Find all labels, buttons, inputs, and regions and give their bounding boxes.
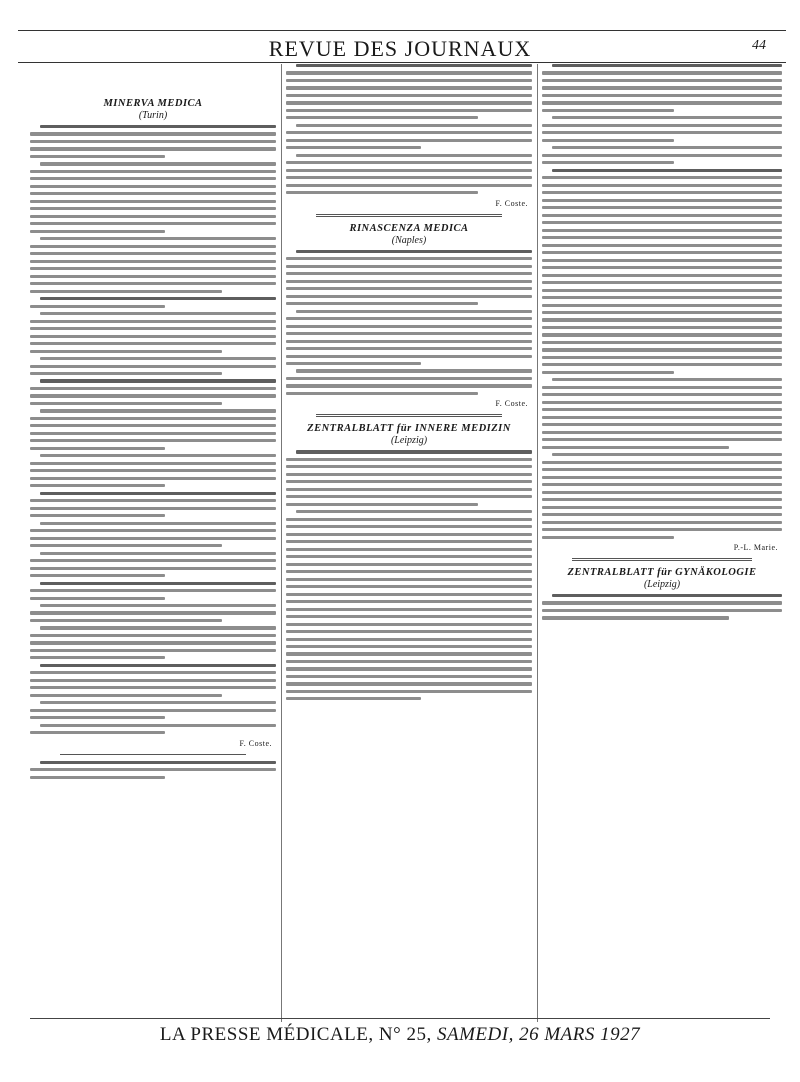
text-line: [542, 139, 674, 142]
text-line: [286, 377, 532, 380]
text-line: [542, 476, 782, 479]
paragraph: [30, 312, 276, 353]
text-line: [30, 776, 165, 779]
text-line: [286, 191, 478, 194]
text-line: [542, 101, 782, 104]
paragraph: [542, 378, 782, 448]
footer-date: SAMEDI, 26 MARS 1927: [436, 1024, 641, 1045]
text-line: [542, 318, 782, 321]
paragraph: [286, 64, 532, 119]
text-line: [542, 609, 782, 612]
text-line: [286, 71, 532, 74]
paragraph: [286, 310, 532, 365]
text-line: [542, 401, 782, 404]
text-line: [30, 350, 222, 353]
text-line: [542, 229, 782, 232]
text-line: [296, 154, 532, 157]
text-line: [286, 660, 532, 663]
text-line: [286, 682, 532, 685]
text-line: [30, 574, 165, 577]
text-line: [30, 402, 222, 405]
text-line: [552, 64, 782, 67]
text-line: [542, 356, 782, 359]
text-line: [30, 462, 276, 465]
text-line: [40, 312, 276, 315]
text-line: [286, 503, 478, 506]
text-line: [286, 488, 532, 491]
text-line: [542, 341, 782, 344]
text-line: [286, 287, 532, 290]
text-line: [30, 170, 276, 173]
text-line: [542, 191, 782, 194]
section-city-leipzig: (Leipzig): [390, 435, 428, 447]
text-line: [286, 548, 532, 551]
article-body-einaudi: [30, 761, 276, 779]
text-line: [286, 94, 532, 97]
column-divider-2: [537, 64, 538, 1022]
text-line: [286, 332, 532, 335]
text-line: [286, 480, 532, 483]
paragraph: [542, 594, 782, 620]
text-line: [40, 409, 276, 412]
paragraph: [30, 409, 276, 450]
text-line: [40, 522, 276, 525]
text-line: [40, 357, 276, 360]
text-line: [542, 289, 782, 292]
text-line: [30, 342, 276, 345]
text-line: [40, 701, 276, 704]
paragraph: [30, 162, 276, 232]
text-line: [30, 305, 165, 308]
text-line: [542, 528, 782, 531]
text-line: [542, 199, 782, 202]
text-line: [40, 297, 276, 300]
text-line: [286, 593, 532, 596]
text-line: [542, 274, 782, 277]
text-line: [30, 320, 276, 323]
paragraph: [30, 664, 276, 697]
text-line: [542, 131, 782, 134]
text-line: [286, 161, 532, 164]
text-line: [542, 86, 782, 89]
text-line: [542, 244, 782, 247]
text-line: [286, 473, 532, 476]
text-line: [40, 492, 276, 495]
text-line: [30, 768, 276, 771]
text-line: [40, 604, 276, 607]
text-line: [542, 251, 782, 254]
paragraph: [30, 357, 276, 375]
paragraph: [286, 369, 532, 395]
paragraph: [30, 297, 276, 308]
text-line: [30, 200, 276, 203]
section-separator: [316, 214, 502, 217]
text-line: [40, 761, 276, 764]
article-signature: P.-L. Marie.: [733, 543, 778, 552]
text-line: [296, 450, 532, 453]
text-line: [30, 484, 165, 487]
text-line: [30, 252, 276, 255]
text-line: [286, 257, 532, 260]
paragraph: [30, 522, 276, 548]
text-line: [40, 237, 276, 240]
text-line: [542, 468, 782, 471]
text-line: [286, 176, 532, 179]
text-line: [286, 623, 532, 626]
article-signature: F. Coste.: [495, 399, 528, 409]
text-line: [542, 206, 782, 209]
text-line: [40, 582, 276, 585]
text-line: [552, 378, 782, 381]
article-body-continued: [286, 64, 532, 194]
text-line: [30, 514, 165, 517]
text-line: [30, 424, 276, 427]
text-line: [30, 177, 276, 180]
text-line: [40, 162, 276, 165]
section-city-turin: (Turin): [138, 110, 168, 121]
text-line: [30, 656, 165, 659]
column-3: [542, 64, 782, 1022]
text-line: [542, 71, 782, 74]
text-line: [286, 340, 532, 343]
text-line: [542, 311, 782, 314]
text-line: [286, 295, 532, 298]
text-line: [286, 563, 532, 566]
article-body-nephrites: [542, 64, 782, 539]
text-line: [30, 245, 276, 248]
text-line: [30, 544, 222, 547]
paragraph: [542, 146, 782, 164]
text-line: [30, 589, 276, 592]
paragraph: [542, 116, 782, 142]
text-line: [542, 184, 782, 187]
section-separator: [60, 754, 246, 755]
text-line: [286, 697, 421, 700]
text-line: [542, 521, 782, 524]
paragraph: [542, 169, 782, 374]
text-line: [542, 408, 782, 411]
text-line: [30, 477, 276, 480]
text-line: [286, 184, 532, 187]
page-footer: [0, 1024, 800, 1046]
text-line: [286, 109, 532, 112]
text-line: [542, 236, 782, 239]
text-line: [30, 327, 276, 330]
text-line: [296, 64, 532, 67]
paragraph: [542, 453, 782, 538]
text-line: [286, 525, 532, 528]
text-line: [286, 615, 532, 618]
paragraph: [286, 450, 532, 505]
text-line: [286, 146, 421, 149]
text-line: [286, 169, 532, 172]
article-body-minerva: [30, 125, 276, 734]
text-line: [286, 272, 532, 275]
paragraph: [30, 724, 276, 735]
text-line: [30, 686, 276, 689]
text-line: [286, 578, 532, 581]
text-line: [30, 185, 276, 188]
text-line: [286, 465, 532, 468]
section-separator: [316, 414, 502, 417]
text-line: [542, 423, 782, 426]
paragraph: [542, 64, 782, 112]
text-line: [40, 626, 276, 629]
text-line: [30, 417, 276, 420]
text-line: [296, 124, 532, 127]
header-bottom-rule: [18, 62, 786, 63]
text-line: [542, 333, 782, 336]
section-city-leipzig: (Leipzig): [643, 579, 681, 590]
text-line: [286, 355, 532, 358]
text-line: [30, 641, 276, 644]
text-line: [286, 495, 532, 498]
article-body-tattoni: [286, 250, 532, 395]
text-line: [286, 518, 532, 521]
paragraph: [30, 761, 276, 779]
text-line: [40, 379, 276, 382]
text-line: [30, 469, 276, 472]
text-line: [542, 363, 782, 366]
text-line: [542, 296, 782, 299]
text-line: [542, 483, 782, 486]
text-line: [542, 431, 782, 434]
text-line: [30, 132, 276, 135]
article-body-kappis: [286, 450, 532, 700]
text-line: [30, 597, 165, 600]
text-line: [286, 86, 532, 89]
page-number: 44: [752, 38, 766, 53]
text-line: [552, 116, 782, 119]
text-line: [542, 371, 674, 374]
text-line: [30, 439, 276, 442]
text-line: [542, 281, 782, 284]
article-body-unterberger: [542, 594, 782, 620]
text-line: [286, 79, 532, 82]
text-line: [30, 387, 276, 390]
text-line: [30, 447, 165, 450]
paragraph: [286, 124, 532, 150]
text-line: [30, 731, 165, 734]
text-line: [542, 491, 782, 494]
text-line: [30, 140, 276, 143]
text-line: [286, 533, 532, 536]
text-line: [30, 537, 276, 540]
text-line: [286, 645, 532, 648]
text-line: [30, 499, 276, 502]
text-line: [286, 347, 532, 350]
text-line: [542, 461, 782, 464]
text-line: [30, 282, 276, 285]
text-line: [542, 214, 782, 217]
text-line: [542, 536, 674, 539]
text-line: [286, 302, 478, 305]
paragraph: [30, 582, 276, 600]
text-line: [286, 325, 532, 328]
text-line: [30, 267, 276, 270]
text-line: [30, 222, 276, 225]
text-line: [542, 176, 782, 179]
text-line: [30, 529, 276, 532]
text-line: [542, 386, 782, 389]
paragraph: [286, 250, 532, 305]
section-title-minerva-medica: MINERVA MEDICA: [103, 98, 203, 109]
text-line: [542, 446, 729, 449]
text-line: [542, 94, 782, 97]
text-line: [286, 570, 532, 573]
section-title-zentralblatt-gynakologie: ZENTRALBLATT für GYNÄKOLOGIE: [567, 567, 757, 578]
text-line: [286, 652, 532, 655]
text-line: [552, 594, 782, 597]
text-line: [286, 101, 532, 104]
article-signature: F. Coste.: [495, 198, 528, 208]
text-line: [30, 671, 276, 674]
text-line: [40, 125, 276, 128]
text-line: [286, 638, 532, 641]
text-line: [286, 458, 532, 461]
text-line: [542, 266, 782, 269]
paragraph: [30, 552, 276, 578]
text-line: [552, 146, 782, 149]
text-line: [30, 634, 276, 637]
paragraph: [30, 701, 276, 719]
text-line: [296, 510, 532, 513]
text-line: [286, 265, 532, 268]
text-line: [542, 513, 782, 516]
text-line: [286, 131, 532, 134]
text-line: [542, 416, 782, 419]
column-divider-1: [281, 64, 282, 1022]
text-line: [30, 275, 276, 278]
text-line: [30, 192, 276, 195]
text-line: [30, 716, 165, 719]
text-line: [296, 369, 532, 372]
paragraph: [30, 379, 276, 405]
text-line: [542, 506, 782, 509]
section-separator: [572, 558, 752, 561]
text-line: [286, 317, 532, 320]
page-title: REVUE DES JOURNAUX: [268, 36, 532, 61]
text-line: [286, 362, 421, 365]
column-1: [30, 64, 276, 1022]
text-line: [286, 116, 478, 119]
text-line: [542, 326, 782, 329]
paragraph: [30, 626, 276, 659]
text-line: [286, 630, 532, 633]
text-line: [30, 290, 222, 293]
text-line: [40, 724, 276, 727]
text-line: [30, 394, 276, 397]
text-line: [542, 616, 729, 619]
footer-journal-name: LA PRESSE MÉDICALE,: [159, 1024, 374, 1045]
text-line: [30, 694, 222, 697]
text-line: [286, 675, 532, 678]
text-line: [30, 230, 165, 233]
text-line: [542, 109, 674, 112]
text-line: [542, 154, 782, 157]
footer-issue-number: N° 25,: [378, 1024, 432, 1045]
text-line: [552, 453, 782, 456]
text-line: [30, 207, 276, 210]
text-line: [286, 667, 532, 670]
text-line: [30, 559, 276, 562]
text-line: [542, 348, 782, 351]
text-line: [286, 690, 532, 693]
section-city-naples: (Naples): [391, 234, 427, 246]
column-2: [286, 64, 532, 1022]
text-line: [30, 365, 276, 368]
section-title-zentralblatt-innere-medizin: ZENTRALBLATT für INNERE MEDIZIN: [307, 423, 511, 435]
article-signature: F. Coste.: [239, 738, 272, 748]
text-line: [286, 555, 532, 558]
text-line: [30, 611, 276, 614]
text-line: [542, 393, 782, 396]
text-line: [296, 250, 532, 253]
text-line: [30, 619, 222, 622]
text-line: [286, 600, 532, 603]
text-line: [30, 567, 276, 570]
text-line: [30, 260, 276, 263]
text-line: [542, 304, 782, 307]
paragraph: [30, 237, 276, 292]
text-line: [542, 259, 782, 262]
text-line: [542, 124, 782, 127]
text-line: [30, 215, 276, 218]
text-line: [30, 679, 276, 682]
text-line: [40, 552, 276, 555]
text-line: [542, 221, 782, 224]
text-line: [542, 498, 782, 501]
paragraph: [30, 604, 276, 622]
text-line: [30, 335, 276, 338]
text-line: [542, 79, 782, 82]
text-line: [40, 664, 276, 667]
text-line: [30, 372, 222, 375]
section-title-rinascenza-medica: RINASCENZA MEDICA: [349, 222, 469, 234]
text-line: [296, 310, 532, 313]
paragraph: [286, 154, 532, 195]
text-line: [542, 438, 782, 441]
text-line: [30, 432, 276, 435]
text-line: [552, 169, 782, 172]
text-line: [30, 155, 165, 158]
paragraph: [30, 454, 276, 487]
text-line: [286, 392, 478, 395]
text-line: [542, 161, 674, 164]
text-line: [286, 280, 532, 283]
text-line: [30, 507, 276, 510]
text-line: [30, 709, 276, 712]
text-line: [286, 384, 532, 387]
paragraph: [30, 492, 276, 518]
text-line: [286, 139, 532, 142]
paragraph: [30, 125, 276, 158]
header-top-rule: [18, 30, 786, 31]
text-line: [30, 147, 276, 150]
footer-rule: [30, 1018, 770, 1019]
text-line: [286, 585, 532, 588]
text-line: [286, 540, 532, 543]
text-line: [542, 601, 782, 604]
paragraph: [286, 510, 532, 700]
text-line: [286, 608, 532, 611]
text-line: [30, 649, 276, 652]
text-line: [40, 454, 276, 457]
